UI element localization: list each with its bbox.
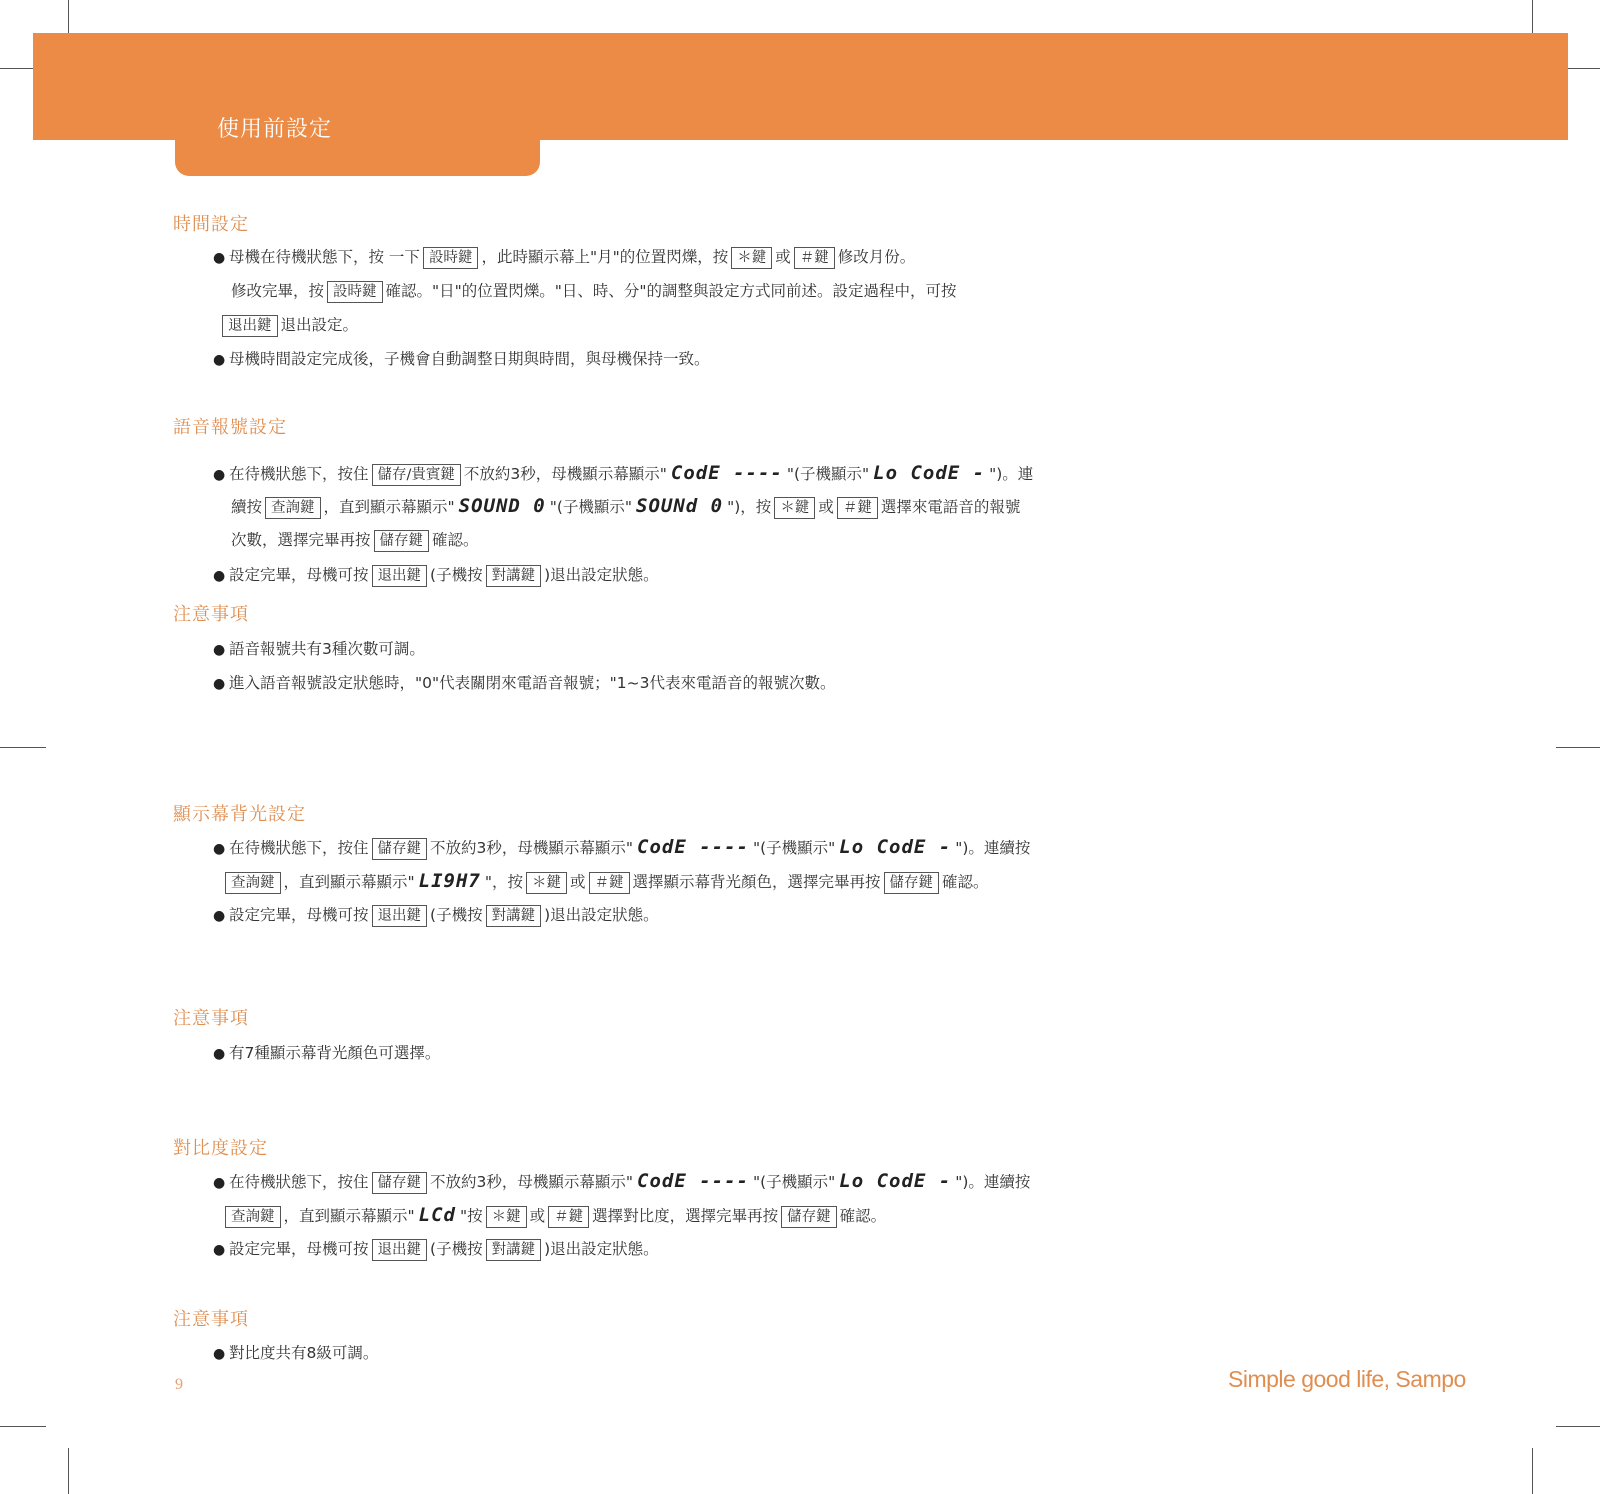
bullet: ● — [213, 1346, 226, 1362]
exit-key: 退出鍵 — [372, 1239, 428, 1261]
intercom-key: 對講鍵 — [486, 1239, 542, 1261]
lcd-lcd-display: LCd — [418, 1204, 456, 1226]
voice-bullet-2: ● 設定完畢，母機可按 退出鍵 (子機按 對講鍵 )退出設定狀態。 — [213, 564, 659, 587]
crop-mark — [1556, 1426, 1600, 1427]
bullet: ● — [213, 1046, 226, 1062]
bullet: ● — [213, 568, 226, 584]
contrast-bullet-1-line-2: 查詢鍵 ，直到顯示幕顯示" LCd "按 ＊鍵 或 ＃鍵 選擇對比度，選擇完畢再按 儲存鍵 確認。 — [222, 1204, 886, 1228]
exit-key: 退出鍵 — [372, 905, 428, 927]
star-key: ＊鍵 — [526, 872, 567, 894]
intercom-key: 對講鍵 — [486, 565, 542, 587]
backlight-section-title: 顯示幕背光設定 — [173, 804, 306, 825]
page-number: 9 — [175, 1376, 183, 1393]
time-bullet-1-line-2: 修改完畢，按 設時鍵 確認。"日"的位置閃爍。"日、時、分"的調整與設定方式同前述。設定過程中，可按 — [231, 280, 957, 303]
exit-key: 退出鍵 — [372, 565, 428, 587]
voice-bullet-1-line-1: ● 在待機狀態下，按住 儲存/貴賓鍵 不放約3秒，母機顯示幕顯示" CodE ---- "(子機顯示" Lo CodE - ")。連 — [213, 462, 1034, 484]
time-bullet-2: ● 母機時間設定完成後，子機會自動調整日期與時間，與母機保持一致。 — [213, 348, 710, 371]
time-bullet-1-line-3: 退出鍵 退出設定。 — [219, 314, 358, 337]
crop-mark — [0, 747, 46, 748]
backlight-note-1: ● 有7種顯示幕背光顏色可選擇。 — [213, 1042, 440, 1065]
star-key: ＊鍵 — [774, 497, 815, 519]
lcd-code-display: CodE ---- — [637, 836, 749, 858]
lcd-sound-display: SOUND 0 — [458, 495, 546, 517]
contrast-note-1: ● 對比度共有8級可調。 — [213, 1342, 378, 1365]
set-time-key: 設時鍵 — [327, 281, 383, 303]
store-key: 儲存鍵 — [372, 838, 428, 860]
voice-section-title: 語音報號設定 — [173, 417, 287, 438]
lcd-light-display: LI9H7 — [418, 870, 481, 892]
set-time-key: 設時鍵 — [423, 247, 479, 269]
store-key: 儲存鍵 — [374, 530, 430, 552]
time-bullet-1-line-1: ● 母機在待機狀態下，按 一下 設時鍵 ，此時顯示幕上"月"的位置閃爍，按 ＊鍵 或 ＃鍵 修改月份。 — [213, 246, 915, 269]
hash-key: ＃鍵 — [837, 497, 878, 519]
lcd-locode-display: Lo CodE - — [873, 462, 986, 484]
lcd-sound-handset-display: SOUNd 0 — [636, 495, 724, 517]
query-key: 查詢鍵 — [225, 872, 281, 894]
brand-tagline: Simple good life, Sampo — [1228, 1366, 1466, 1392]
voice-bullet-1-line-2: 續按 查詢鍵 ，直到顯示幕顯示" SOUND 0 "(子機顯示" SOUNd 0 ")，按 ＊鍵 或 ＃鍵 選擇來電語音的報號 — [231, 495, 1021, 517]
voice-note-1: ● 語音報號共有3種次數可調。 — [213, 638, 425, 661]
contrast-bullet-1-line-1: ● 在待機狀態下，按住 儲存鍵 不放約3秒，母機顯示幕顯示" CodE ---- "(子機顯示" Lo CodE - ")。連續按 — [213, 1170, 1031, 1192]
bullet: ● — [213, 642, 226, 658]
hash-key: ＃鍵 — [548, 1206, 589, 1228]
query-key: 查詢鍵 — [265, 497, 321, 519]
star-key: ＊鍵 — [731, 247, 772, 269]
contrast-section-title: 對比度設定 — [173, 1138, 268, 1159]
contrast-bullet-2: ● 設定完畢，母機可按 退出鍵 (子機按 對講鍵 )退出設定狀態。 — [213, 1238, 659, 1261]
lcd-code-display: CodE ---- — [637, 1170, 749, 1192]
exit-key: 退出鍵 — [222, 315, 278, 337]
backlight-note-title: 注意事項 — [173, 1008, 249, 1029]
hash-key: ＃鍵 — [794, 247, 835, 269]
time-section-title: 時間設定 — [173, 214, 249, 235]
bullet: ● — [213, 908, 226, 924]
hash-key: ＃鍵 — [589, 872, 630, 894]
lcd-code-display: CodE ---- — [670, 462, 783, 484]
bullet: ● — [213, 1242, 226, 1258]
query-key: 查詢鍵 — [225, 1206, 281, 1228]
crop-mark — [68, 1448, 69, 1494]
bullet: ● — [213, 250, 226, 266]
store-key: 儲存鍵 — [372, 1172, 428, 1194]
voice-bullet-1-line-3: 次數，選擇完畢再按 儲存鍵 確認。 — [231, 529, 479, 552]
bullet: ● — [213, 841, 226, 857]
bullet: ● — [213, 676, 226, 692]
page-title: 使用前設定 — [217, 117, 333, 142]
intercom-key: 對講鍵 — [486, 905, 542, 927]
store-buy-key: 儲存/貴賓鍵 — [372, 464, 461, 486]
contrast-note-title: 注意事項 — [173, 1309, 249, 1330]
bullet: ● — [213, 467, 226, 483]
bullet: ● — [213, 1175, 226, 1191]
lcd-locode-display: Lo CodE - — [839, 1170, 952, 1192]
backlight-bullet-1-line-1: ● 在待機狀態下，按住 儲存鍵 不放約3秒，母機顯示幕顯示" CodE ---- "(子機顯示" Lo CodE - ")。連續按 — [213, 836, 1031, 858]
store-key: 儲存鍵 — [781, 1206, 837, 1228]
star-key: ＊鍵 — [486, 1206, 527, 1228]
crop-mark — [0, 1426, 46, 1427]
store-key: 儲存鍵 — [884, 872, 940, 894]
voice-note-2: ● 進入語音報號設定狀態時，"0"代表關閉來電語音報號；"1~3代表來電語音的報號次數。 — [213, 672, 835, 695]
crop-mark — [1532, 1448, 1533, 1494]
lcd-locode-display: Lo CodE - — [839, 836, 952, 858]
voice-note-title: 注意事項 — [173, 604, 249, 625]
crop-mark — [1556, 747, 1600, 748]
bullet: ● — [213, 352, 226, 368]
backlight-bullet-1-line-2: 查詢鍵 ，直到顯示幕顯示" LI9H7 "，按 ＊鍵 或 ＃鍵 選擇顯示幕背光顏色，選擇完畢再按 儲存鍵 確認。 — [222, 870, 989, 894]
backlight-bullet-2: ● 設定完畢，母機可按 退出鍵 (子機按 對講鍵 )退出設定狀態。 — [213, 904, 659, 927]
